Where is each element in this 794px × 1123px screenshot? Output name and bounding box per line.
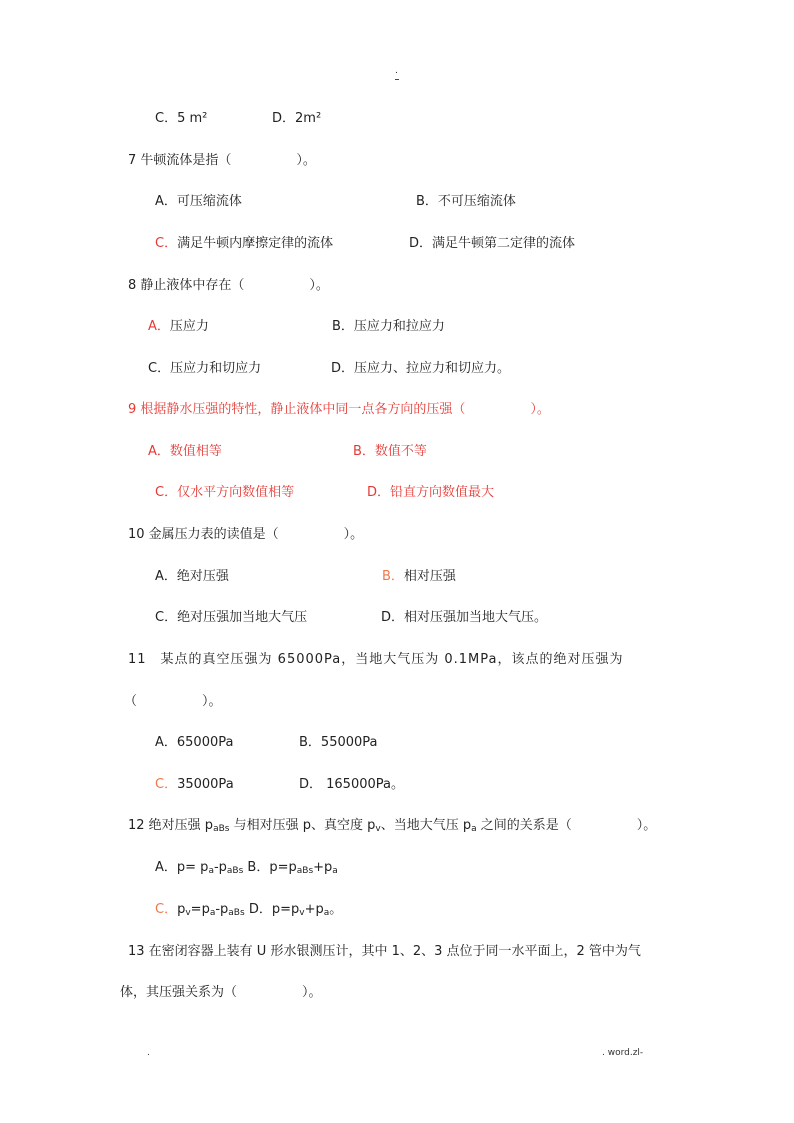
q9-stem: 9 根据静水压强的特性，静止液体中同一点各方向的压强（ ）。 [128, 402, 550, 417]
q8-option-a [148, 319, 209, 335]
q8-answer-letter: A． [148, 319, 170, 334]
q9-option-d: D．铅直方向数值最大 [367, 485, 495, 500]
q7-answer-letter: C． [155, 236, 178, 251]
q8-option-b: B．压应力和拉应力 [332, 319, 445, 334]
subscript-a: a [323, 908, 330, 918]
q12-option-part: +p [313, 860, 333, 875]
q11-option-c-text: 35000Pa [177, 777, 234, 792]
q12-option-part: -p [213, 860, 227, 875]
q7-option-b: B．不可压缩流体 [416, 194, 516, 209]
q9-option-c: C．仅水平方向数值相等 [155, 485, 295, 500]
q10-option-a: A．绝对压强 [155, 569, 229, 584]
q10-option-c: C．绝对压强加当地大气压 [155, 610, 308, 625]
q11-answer-letter: C． [155, 777, 178, 792]
q11-option-b: B．55000Pa [299, 735, 378, 750]
q12-stem-part: 12 绝对压强 p [128, 818, 214, 833]
q10-option-b-text: 相对压强 [403, 569, 456, 584]
footer-left: . [147, 1048, 150, 1058]
q7-stem: 7 牛顿流体是指（ ）。 [128, 153, 316, 168]
q7-option-c [155, 236, 333, 252]
q12-option-part: 。 [329, 902, 343, 917]
subscript-v: v [375, 824, 381, 834]
subscript-abs: aBs [213, 824, 230, 834]
q10-option-d: D．相对压强加当地大气压。 [381, 610, 548, 625]
subscript-abs: aBs [228, 908, 245, 918]
q12-stem [128, 818, 656, 834]
q9-option-a: A．数值相等 [148, 444, 222, 459]
q11-option-c [155, 777, 234, 793]
header-rule [395, 79, 399, 80]
q7-option-d: D．满足牛顿第二定律的流体 [409, 236, 576, 251]
q12-option-part: A．p= p [155, 860, 209, 875]
footer-right: . word.zl- [602, 1048, 644, 1058]
subscript-a: a [471, 824, 477, 834]
q7-option-c-text: 满足牛顿内摩擦定律的流体 [177, 236, 334, 251]
q11-stem-line1: 11 某点的真空压强为 65000Pa，当地大气压为 0.1MPa，该点的绝对压强为 [128, 652, 624, 667]
q12-stem-part: 与相对压强 p、真空度 p [229, 818, 376, 833]
q12-stem-part: 、当地大气压 p [380, 818, 472, 833]
q9-option-b: B．数值不等 [353, 444, 427, 459]
q12-option-part: =p [190, 902, 210, 917]
q8-stem: 8 静止液体中存在（ ）。 [128, 278, 329, 293]
header-dot: . [395, 66, 398, 76]
q12-option-part: -p [215, 902, 229, 917]
q8-option-a-text: 压应力 [169, 319, 209, 334]
q10-option-b [382, 569, 456, 585]
q8-option-c: C．压应力和切应力 [148, 361, 262, 376]
q12-stem-part: 之间的关系是（ ）。 [476, 818, 657, 833]
q11-option-a: A．65000Pa [155, 735, 234, 750]
q13-stem-line1: 13 在密闭容器上装有 U 形水银测压计，其中 1、2、3 点位于同一水平面上，2 管中为气 [128, 944, 641, 959]
q10-stem: 10 金属压力表的读值是（ ）。 [128, 527, 364, 542]
q11-stem-line2: （ ）。 [124, 694, 222, 709]
q12-option-ab [155, 860, 338, 876]
subscript-abs: aBs [226, 866, 244, 876]
subscript-v: v [185, 908, 191, 918]
subscript-a: a [209, 908, 216, 918]
q10-answer-letter: B． [382, 569, 404, 584]
q7-option-a: A．可压缩流体 [155, 194, 242, 209]
q12-option-part: B．p=p [243, 860, 297, 875]
subscript-v: v [299, 908, 305, 918]
q12-option-cd [155, 902, 342, 918]
q8-option-d: D．压应力、拉应力和切应力。 [331, 361, 511, 376]
q13-stem-line2: 体，其压强关系为（ ）。 [120, 985, 322, 1000]
q6-option-c: C．5 m² [155, 111, 208, 126]
q11-option-d: D． 165000Pa。 [299, 777, 404, 792]
subscript-abs: aBs [296, 866, 314, 876]
q12-option-part: p [177, 902, 186, 917]
subscript-a: a [208, 866, 214, 876]
q12-option-part: +p [304, 902, 324, 917]
q12-option-part: D．p=p [244, 902, 300, 917]
q12-answer-letter: C． [155, 902, 178, 917]
subscript-a: a [332, 866, 338, 876]
q6-option-d: D．2m² [272, 111, 322, 126]
